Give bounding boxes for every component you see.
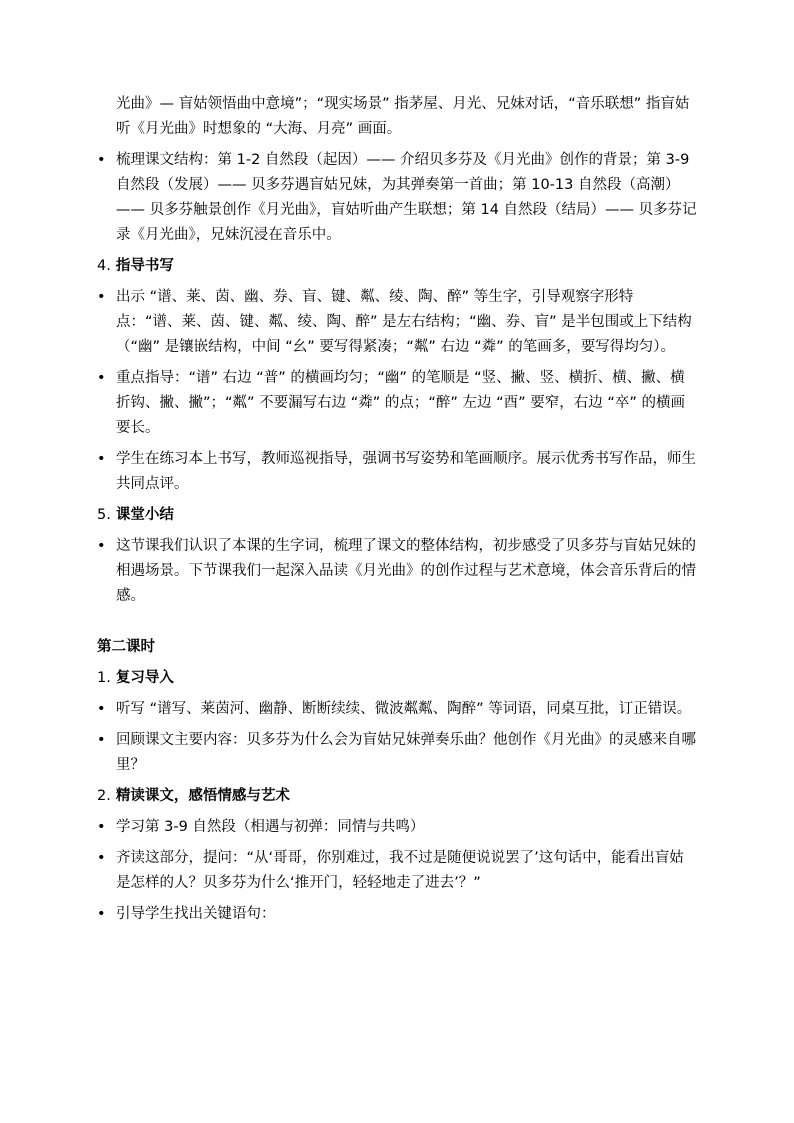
list-item-text: 引导学生找出关键语句： bbox=[116, 906, 276, 922]
lesson-two-title: 第二课时 bbox=[97, 639, 155, 655]
section-number: 1. bbox=[97, 670, 111, 686]
list-item-text: 出示 “谱、莱、茵、幽、券、盲、键、粼、绫、陶、醉” 等生字，引导观察字形特点：“谱、莱、茵、键、粼、绫、陶、醉” 是左右结构；“幽、券、盲” 是半包围或上下结构（“幽” 是镶嵌结构，中间 “幺” 要写得紧凑；“粼” 右边 “粦” 的笔画多，要写得均匀）。 bbox=[116, 289, 692, 355]
bullet-icon: • bbox=[97, 289, 106, 305]
bullet-icon: • bbox=[97, 701, 106, 717]
list-item-text: 回顾课文主要内容：贝多芬为什么会为盲姑兄妹弹奏乐曲？他创作《月光曲》的灵感来自哪里？ bbox=[116, 732, 696, 773]
list-item-text: 齐读这部分，提问：“从‘哥哥，你别难过，我不过是随便说说罢了’这句话中，能看出盲姑是怎样的人？贝多芬为什么‘推开门，轻轻地走了进去’？” bbox=[116, 850, 684, 891]
section-title: 课堂小结 bbox=[115, 507, 174, 523]
list-item-structure bbox=[97, 148, 697, 248]
bullet-icon: • bbox=[97, 538, 106, 554]
section-number: 5. bbox=[97, 507, 111, 523]
section-title: 精读课文，感悟情感与艺术 bbox=[115, 788, 290, 804]
list-item-text: 梳理课文结构：第 1-2 自然段（起因）—— 介绍贝多芬及《月光曲》创作的背景；第 3-9 自然段（发展）—— 贝多芬遇盲姑兄妹，为其弹奏第一首曲；第 10-13 自然段（高潮）—— 贝多芬触景创作《月光曲》，盲姑听曲产生联想；第 14 自然段（结局）—— 贝多芬记录《月光曲》，兄妹沉浸在音乐中。 bbox=[116, 152, 697, 243]
section-title: 指导书写 bbox=[115, 258, 174, 274]
list-item bbox=[97, 697, 697, 722]
bullet-icon: • bbox=[97, 819, 106, 835]
list-item bbox=[97, 846, 697, 896]
section-heading-review bbox=[97, 666, 697, 691]
bullet-icon: • bbox=[97, 850, 106, 866]
bullet-icon: • bbox=[97, 732, 106, 748]
list-item bbox=[97, 728, 697, 778]
bullet-icon: • bbox=[97, 451, 106, 467]
section-number: 4. bbox=[97, 258, 111, 274]
list-item bbox=[97, 902, 697, 927]
list-item bbox=[97, 366, 697, 441]
list-item-text: 听写 “谱写、莱茵河、幽静、断断续续、微波粼粼、陶醉” 等词语，同桌互批，订正错误。 bbox=[116, 701, 692, 717]
bullet-icon: • bbox=[97, 370, 106, 386]
section-number: 2. bbox=[97, 788, 111, 804]
list-item-text: 这节课我们认识了本课的生字词，梳理了课文的整体结构，初步感受了贝多芬与盲姑兄妹的相遇场景。下节课我们一起深入品读《月光曲》的创作过程与艺术意境，体会音乐背后的情感。 bbox=[116, 538, 696, 604]
bullet-icon: • bbox=[97, 906, 106, 922]
list-item-text: 学习第 3-9 自然段（相遇与初弹：同情与共鸣） bbox=[116, 819, 425, 835]
list-item-text: 重点指导：“谱” 右边 “普” 的横画均匀；“幽” 的笔顺是 “竖、撇、竖、横折、横、撇、横折钩、撇、撇”；“粼” 不要漏写右边 “粦” 的点；“醉” 左边 “酉” 要窄，右边 “卒” 的横画要长。 bbox=[116, 370, 686, 436]
section-heading-class-summary bbox=[97, 503, 697, 528]
list-item bbox=[97, 285, 697, 360]
section-heading-close-reading bbox=[97, 784, 697, 809]
lesson-plan-content bbox=[97, 92, 697, 933]
list-item-text: 学生在练习本上书写，教师巡视指导，强调书写姿势和笔画顺序。展示优秀书写作品，师生共同点评。 bbox=[116, 451, 696, 492]
list-item bbox=[97, 534, 697, 609]
list-item bbox=[97, 815, 697, 840]
section-title: 复习导入 bbox=[115, 670, 174, 686]
section-heading-writing-guidance bbox=[97, 254, 697, 279]
list-item bbox=[97, 447, 697, 497]
bullet-icon: • bbox=[97, 152, 106, 168]
intro-continuation: 光曲》— 盲姑领悟曲中意境”；“现实场景” 指茅屋、月光、兄妹对话，“音乐联想” 指盲姑听《月光曲》时想象的 “大海、月亮” 画面。 bbox=[116, 96, 690, 137]
